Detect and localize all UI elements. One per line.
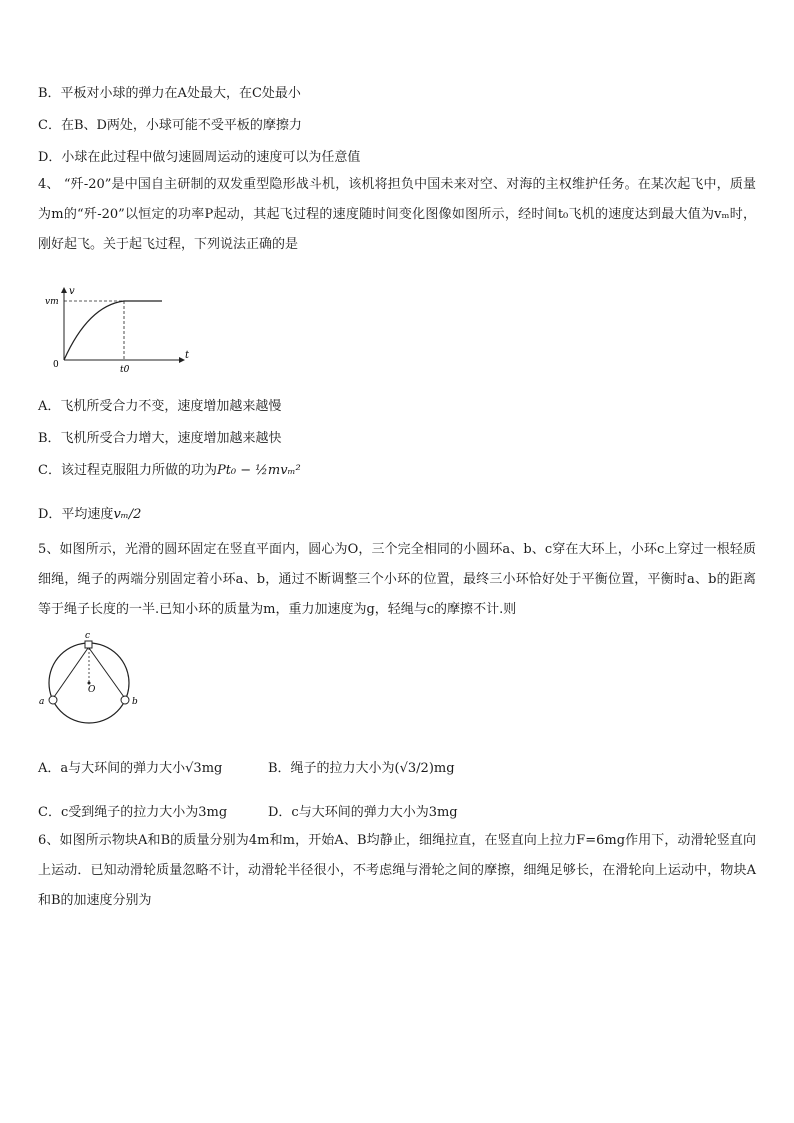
q4-option-c: [38, 459, 301, 478]
q5-option-b: B．绳子的拉力大小为(√3/2)mg: [268, 761, 455, 776]
t-axis-label: t: [185, 350, 190, 361]
q4-option-d-text: D．平均速度: [38, 507, 114, 522]
q6-stem: 6、如图所示物块A和B的质量分别为4m和m，开始A、B均静止，细绳拉直，在竖直向上拉力F=6mg作用下，动滑轮竖直向上运动．已知动滑轮质量忽略不计，动滑轮半径很小，不考虑绳与滑轮之间的摩擦，细绳足够长，在滑轮向上运动中，物块A和B的加速度分别为: [38, 833, 756, 908]
q4-option-a: A．飞机所受合力不变，速度增加越来越慢: [38, 399, 282, 414]
rope-ca: [54, 648, 88, 697]
origin-label: 0: [53, 360, 59, 370]
t0-label: t0: [120, 365, 130, 375]
q5-option-c: C．c受到绳子的拉力大小为3mg: [38, 805, 228, 820]
q5-option-a: A．a与大环间的弹力大小√3mg: [38, 761, 223, 776]
label-a: a: [39, 697, 45, 707]
q3-option-d: D．小球在此过程中做匀速圆周运动的速度可以为任意值: [38, 150, 361, 165]
q4-velocity-time-graph: [36, 282, 196, 378]
q3-option-c: C．在B、D两处，小球可能不受平板的摩擦力: [38, 118, 302, 133]
q4-option-c-formula: Pt₀ − ½mvₘ²: [216, 463, 301, 478]
ring-c: [85, 641, 92, 648]
velocity-curve: [64, 301, 162, 360]
q4-option-c-text: C．该过程克服阻力所做的功为: [38, 463, 217, 478]
label-c: c: [85, 631, 91, 641]
q4-stem: 4、 “歼-20”是中国自主研制的双发重型隐形战斗机，该机将担负中国未来对空、对海的主权维护任务。在某次起飞中，质量为m的“歼-20”以恒定的功率P起动，其起飞过程的速度随时间变化图像如图所示，经时间t₀飞机的速度达到最大值为vₘ时，刚好起飞。关于起飞过程，下列说法正确的是: [38, 177, 756, 252]
ring-a: [49, 696, 57, 704]
q5-ring-figure: [36, 628, 146, 728]
vm-label: vm: [45, 297, 59, 307]
label-o: O: [88, 685, 96, 695]
v-axis-label: v: [69, 286, 75, 297]
q3-option-b: B．平板对小球的弹力在A处最大，在C处最小: [38, 86, 301, 101]
label-b: b: [132, 697, 138, 707]
q4-option-d-formula: vₘ/2: [113, 507, 142, 522]
ring-b: [121, 696, 129, 704]
q4-option-d: [38, 503, 141, 522]
q5-option-d: D．c与大环间的弹力大小为3mg: [268, 805, 458, 820]
q5-stem: 5、如图所示，光滑的圆环固定在竖直平面内，圆心为O，三个完全相同的小圆环a、b、c穿在大环上，小环c上穿过一根轻质细绳，绳子的两端分别固定着小环a、b，通过不断调整三个小环的位置，最终三小环恰好处于平衡位置，平衡时a、b的距离等于绳子长度的一半.已知小环的质量为m，重力加速度为g，轻绳与c的摩擦不计.则: [38, 542, 756, 617]
q4-option-b: B．飞机所受合力增大，速度增加越来越快: [38, 431, 282, 446]
